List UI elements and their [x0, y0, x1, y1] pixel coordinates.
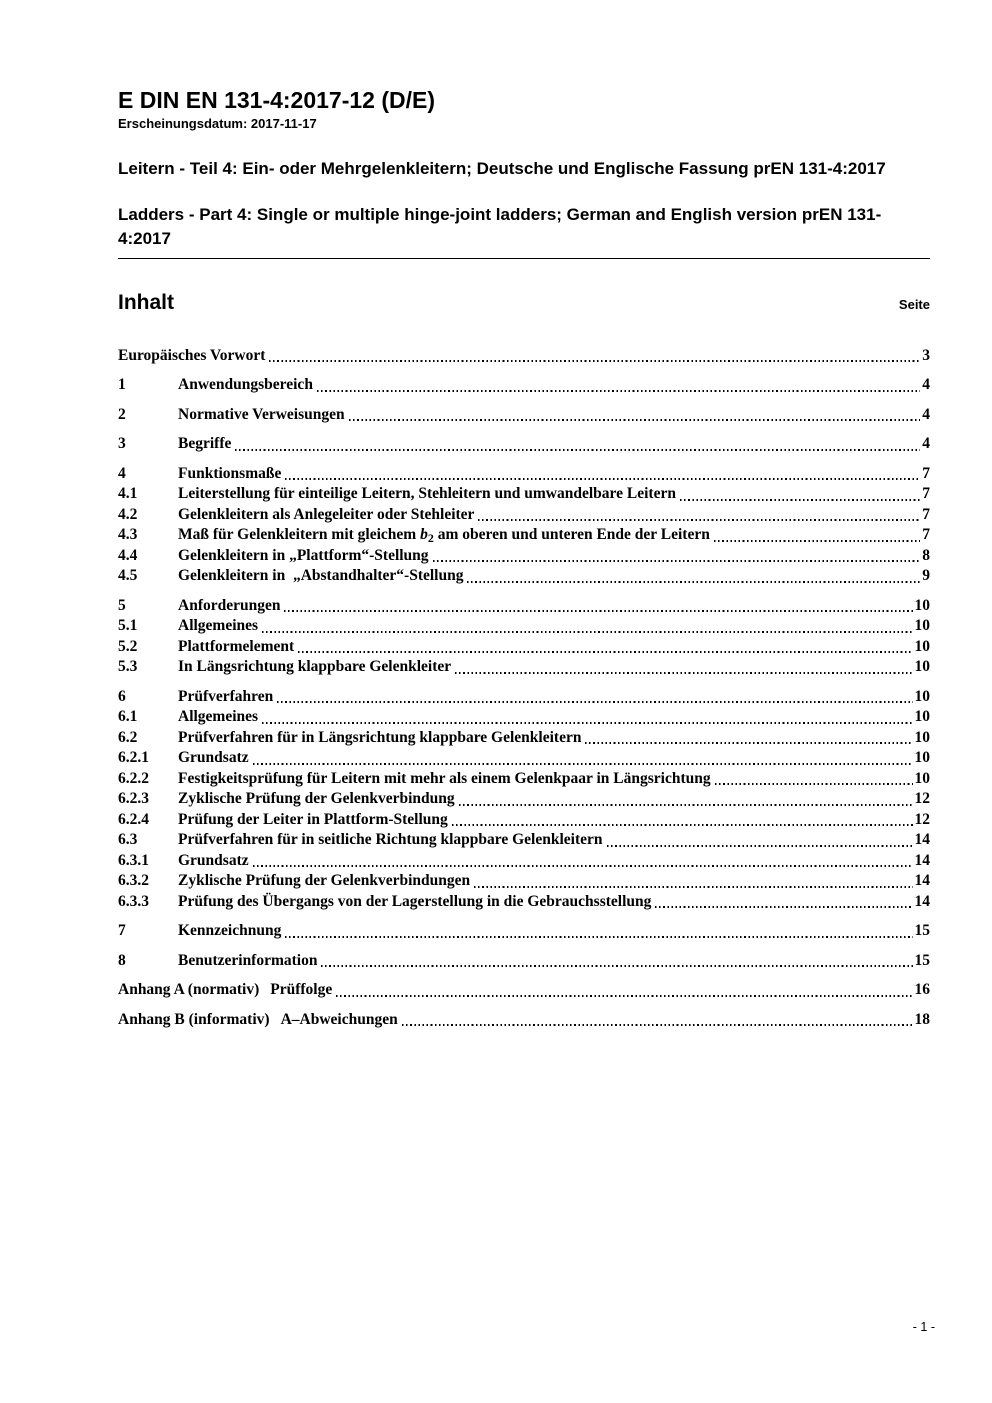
toc-header — [118, 290, 930, 315]
toc-entry-page: 14 — [914, 872, 930, 889]
toc-entry-page: 4 — [922, 376, 930, 393]
toc-dot-leader — [459, 804, 913, 806]
toc-dot-leader — [336, 995, 912, 997]
toc-entry-title: Grundsatz — [178, 851, 249, 869]
toc-entry-page: 14 — [914, 892, 930, 910]
toc-entry-6-2-3[interactable] — [118, 789, 930, 810]
toc-entry-title: Prüfverfahren für in seitliche Richtung klappbare Gelenkleitern — [178, 831, 603, 848]
toc-entry-5-1[interactable] — [118, 616, 930, 637]
toc-entry-title: Prüfung des Übergangs von der Lagerstellung in die Gebrauchsstellung — [178, 892, 652, 910]
toc-entry-title: Kennzeichnung — [178, 922, 282, 939]
toc-dot-leader — [277, 701, 912, 703]
toc-entry-title: Gelenkleitern in „Plattform“-Stellung — [178, 546, 429, 564]
toc-entry-title: Zyklische Prüfung der Gelenkverbindungen — [178, 872, 471, 889]
table-of-contents — [118, 346, 930, 1031]
toc-entry-page: 14 — [914, 851, 930, 869]
toc-entry-6[interactable] — [118, 687, 930, 708]
toc-entry-page: 14 — [914, 831, 930, 848]
toc-dot-leader — [433, 560, 921, 562]
toc-entry-number: 4.4 — [118, 546, 138, 564]
toc-entry-6-2-1[interactable] — [118, 748, 930, 769]
toc-entry-page: 10 — [914, 687, 930, 705]
toc-entry-number: 4.3 — [118, 526, 138, 543]
toc-dot-leader — [285, 936, 912, 938]
toc-dot-leader — [714, 540, 920, 542]
toc-entry-number: 7 — [118, 922, 126, 939]
toc-entry-number: 6.2.4 — [118, 810, 149, 828]
toc-dot-leader — [262, 722, 912, 724]
toc-dot-leader — [298, 651, 912, 653]
toc-entry-4[interactable] — [118, 464, 930, 485]
toc-entry-4-2[interactable] — [118, 505, 930, 526]
toc-entry-title: Allgemeines — [178, 708, 259, 725]
toc-entry-8[interactable] — [118, 951, 930, 972]
toc-entry-number: 4.5 — [118, 567, 138, 584]
toc-entry-page: 10 — [914, 749, 930, 766]
toc-entry-title: Benutzerinformation — [178, 951, 318, 969]
toc-entry-number: 6.3.2 — [118, 872, 149, 889]
toc-entry-5[interactable] — [118, 596, 930, 617]
toc-entry-6-3-1[interactable] — [118, 851, 930, 872]
toc-annex-label: Anhang B (informativ) — [118, 1010, 270, 1028]
toc-dot-leader — [474, 886, 912, 888]
toc-entry-number: 5 — [118, 596, 126, 614]
toc-entry-page: 10 — [914, 617, 930, 634]
toc-entry-title: Zyklische Prüfung der Gelenkverbindung — [178, 790, 455, 807]
toc-entry-title: Plattformelement — [178, 637, 295, 655]
toc-entry-title: Anwendungsbereich — [178, 376, 313, 393]
toc-entry-title: Festigkeitsprüfung für Leitern mit mehr als einem Gelenkpaar in Längsrichtung — [178, 769, 711, 787]
toc-entry-1[interactable] — [118, 375, 930, 396]
toc-dot-leader — [585, 742, 912, 744]
toc-entry-7[interactable] — [118, 921, 930, 942]
toc-entry-number: 6.2.1 — [118, 749, 149, 766]
toc-entry-page: 7 — [922, 505, 930, 523]
toc-entry-page: 7 — [922, 526, 930, 543]
toc-page-column-label: Seite — [898, 296, 930, 312]
toc-entry-page: 4 — [922, 405, 930, 423]
toc-entry-number: 2 — [118, 405, 126, 423]
toc-entry-page: 12 — [914, 810, 930, 828]
toc-entry-title: In Längsrichtung klappbare Gelenkleiter — [178, 658, 452, 675]
toc-entry-page: 10 — [914, 708, 930, 725]
toc-entry-title — [178, 525, 710, 546]
toc-dot-leader — [317, 390, 920, 392]
variable-b: b — [420, 526, 428, 543]
toc-title-text: Maß für Gelenkleitern mit gleichem — [178, 526, 421, 543]
toc-entry-vorwort[interactable] — [118, 346, 930, 367]
toc-entry-number: 3 — [118, 435, 126, 452]
toc-entry-page: 10 — [914, 596, 930, 614]
toc-entry-number: 6.2 — [118, 728, 138, 746]
toc-annex-label: Anhang A (normativ) — [118, 981, 260, 998]
toc-heading: Inhalt — [118, 290, 174, 314]
publication-date: Erscheinungsdatum: 2017-11-17 — [118, 116, 317, 131]
toc-entry-page: 7 — [922, 485, 930, 502]
toc-dot-leader — [607, 845, 913, 847]
toc-entry-title: Prüfung der Leiter in Plattform-Stellung — [178, 810, 448, 828]
toc-entry-page: 10 — [914, 658, 930, 675]
toc-entry-number: 5.3 — [118, 658, 138, 675]
page-number: - 1 - — [912, 1320, 935, 1334]
toc-entry-number: 5.2 — [118, 637, 138, 655]
toc-dot-leader — [402, 1024, 913, 1026]
toc-entry-page: 10 — [914, 769, 930, 787]
toc-dot-leader — [253, 763, 913, 765]
toc-entry-page: 3 — [922, 346, 930, 364]
toc-dot-leader — [285, 478, 920, 480]
toc-entry-title: Leiterstellung für einteilige Leitern, Stehleitern und umwandelbare Leitern — [178, 485, 676, 502]
toc-entry-title: Grundsatz — [178, 749, 249, 766]
document-header — [118, 86, 930, 259]
toc-dot-leader — [262, 631, 912, 633]
toc-entry-page: 8 — [922, 546, 930, 564]
toc-entry-title: Prüffolge — [270, 981, 333, 998]
toc-entry-number: 6.3.3 — [118, 892, 149, 910]
toc-entry-6-2[interactable] — [118, 728, 930, 749]
toc-entry-page: 7 — [922, 464, 930, 482]
toc-entry-number: 4.2 — [118, 505, 138, 523]
toc-entry-number: 6.1 — [118, 708, 138, 725]
toc-dot-leader — [349, 419, 921, 421]
toc-entry-page: 10 — [914, 637, 930, 655]
document-title-english: Ladders - Part 4: Single or multiple hinge-joint ladders; German and English version prEN 131-4:2017 — [118, 204, 882, 248]
toc-entry-2[interactable] — [118, 405, 930, 426]
toc-dot-leader — [467, 581, 920, 583]
toc-entry-annex-b[interactable] — [118, 1010, 930, 1031]
variable-b-subscript: 2 — [427, 531, 434, 545]
toc-entry-4-1[interactable] — [118, 484, 930, 505]
toc-entry-title: A–Abweichungen — [280, 1010, 398, 1028]
toc-dot-leader — [253, 865, 913, 867]
toc-entry-title: Europäisches Vorwort — [118, 346, 266, 364]
toc-dot-leader — [680, 499, 920, 501]
toc-dot-leader — [284, 610, 912, 612]
toc-dot-leader — [321, 965, 912, 967]
toc-entry-4-5[interactable] — [118, 566, 930, 587]
toc-entry-title: Normative Verweisungen — [178, 405, 345, 423]
toc-dot-leader — [655, 906, 912, 908]
toc-entry-page: 10 — [914, 728, 930, 746]
toc-entry-page: 15 — [914, 951, 930, 969]
toc-entry-title: Begriffe — [178, 435, 232, 452]
toc-entry-4-4[interactable] — [118, 546, 930, 567]
toc-entry-5-3[interactable] — [118, 657, 930, 678]
toc-entry-page: 9 — [922, 567, 930, 584]
toc-entry-number: 5.1 — [118, 617, 138, 634]
toc-entry-title: Gelenkleitern in „Abstandhalter“-Stellung — [178, 567, 464, 584]
toc-entry-page: 16 — [914, 981, 930, 998]
toc-entry-6-3[interactable] — [118, 830, 930, 851]
toc-dot-leader — [235, 449, 920, 451]
toc-entry-number: 4.1 — [118, 485, 138, 502]
toc-entry-title: Anforderungen — [178, 596, 281, 614]
toc-entry-6-2-2[interactable] — [118, 769, 930, 790]
toc-entry-number: 6 — [118, 687, 126, 705]
toc-dot-leader — [715, 783, 913, 785]
toc-entry-6-3-3[interactable] — [118, 892, 930, 913]
toc-entry-6-1[interactable] — [118, 707, 930, 728]
toc-entry-page: 4 — [922, 435, 930, 452]
toc-entry-title: Prüfverfahren — [178, 687, 274, 705]
header-divider — [118, 258, 930, 259]
toc-entry-number: 6.2.2 — [118, 769, 149, 787]
toc-title-text: am oberen und unteren Ende der Leitern — [433, 526, 710, 543]
toc-entry-number: 8 — [118, 951, 126, 969]
toc-entry-number: 6.3.1 — [118, 851, 149, 869]
toc-entry-page: 18 — [914, 1010, 930, 1028]
toc-entry-3[interactable] — [118, 434, 930, 455]
toc-entry-title: Gelenkleitern als Anlegeleiter oder Stehleiter — [178, 505, 475, 523]
toc-dot-leader — [452, 824, 913, 826]
toc-entry-title: Allgemeines — [178, 617, 259, 634]
toc-entry-6-2-4[interactable] — [118, 810, 930, 831]
document-number: E DIN EN 131-4:2017-12 (D/E) — [118, 87, 436, 113]
toc-entry-number: 6.2.3 — [118, 790, 149, 807]
toc-entry-number: 6.3 — [118, 831, 138, 848]
toc-dot-leader — [478, 519, 920, 521]
toc-entry-title: Prüfverfahren für in Längsrichtung klappbare Gelenkleitern — [178, 728, 582, 746]
toc-entry-annex-a[interactable] — [118, 980, 930, 1001]
toc-entry-4-3[interactable] — [118, 525, 930, 546]
toc-entry-6-3-2[interactable] — [118, 871, 930, 892]
toc-entry-number: 4 — [118, 464, 126, 482]
toc-entry-page: 12 — [914, 790, 930, 807]
document-title-german: Leitern - Teil 4: Ein- oder Mehrgelenkleitern; Deutsche und Englische Fassung prEN 131-4:2017 — [118, 159, 886, 178]
toc-entry-number: 1 — [118, 376, 126, 393]
toc-entry-title: Funktionsmaße — [178, 464, 282, 482]
toc-entry-page: 15 — [914, 922, 930, 939]
toc-dot-leader — [269, 360, 920, 362]
toc-dot-leader — [455, 672, 912, 674]
toc-entry-5-2[interactable] — [118, 637, 930, 658]
